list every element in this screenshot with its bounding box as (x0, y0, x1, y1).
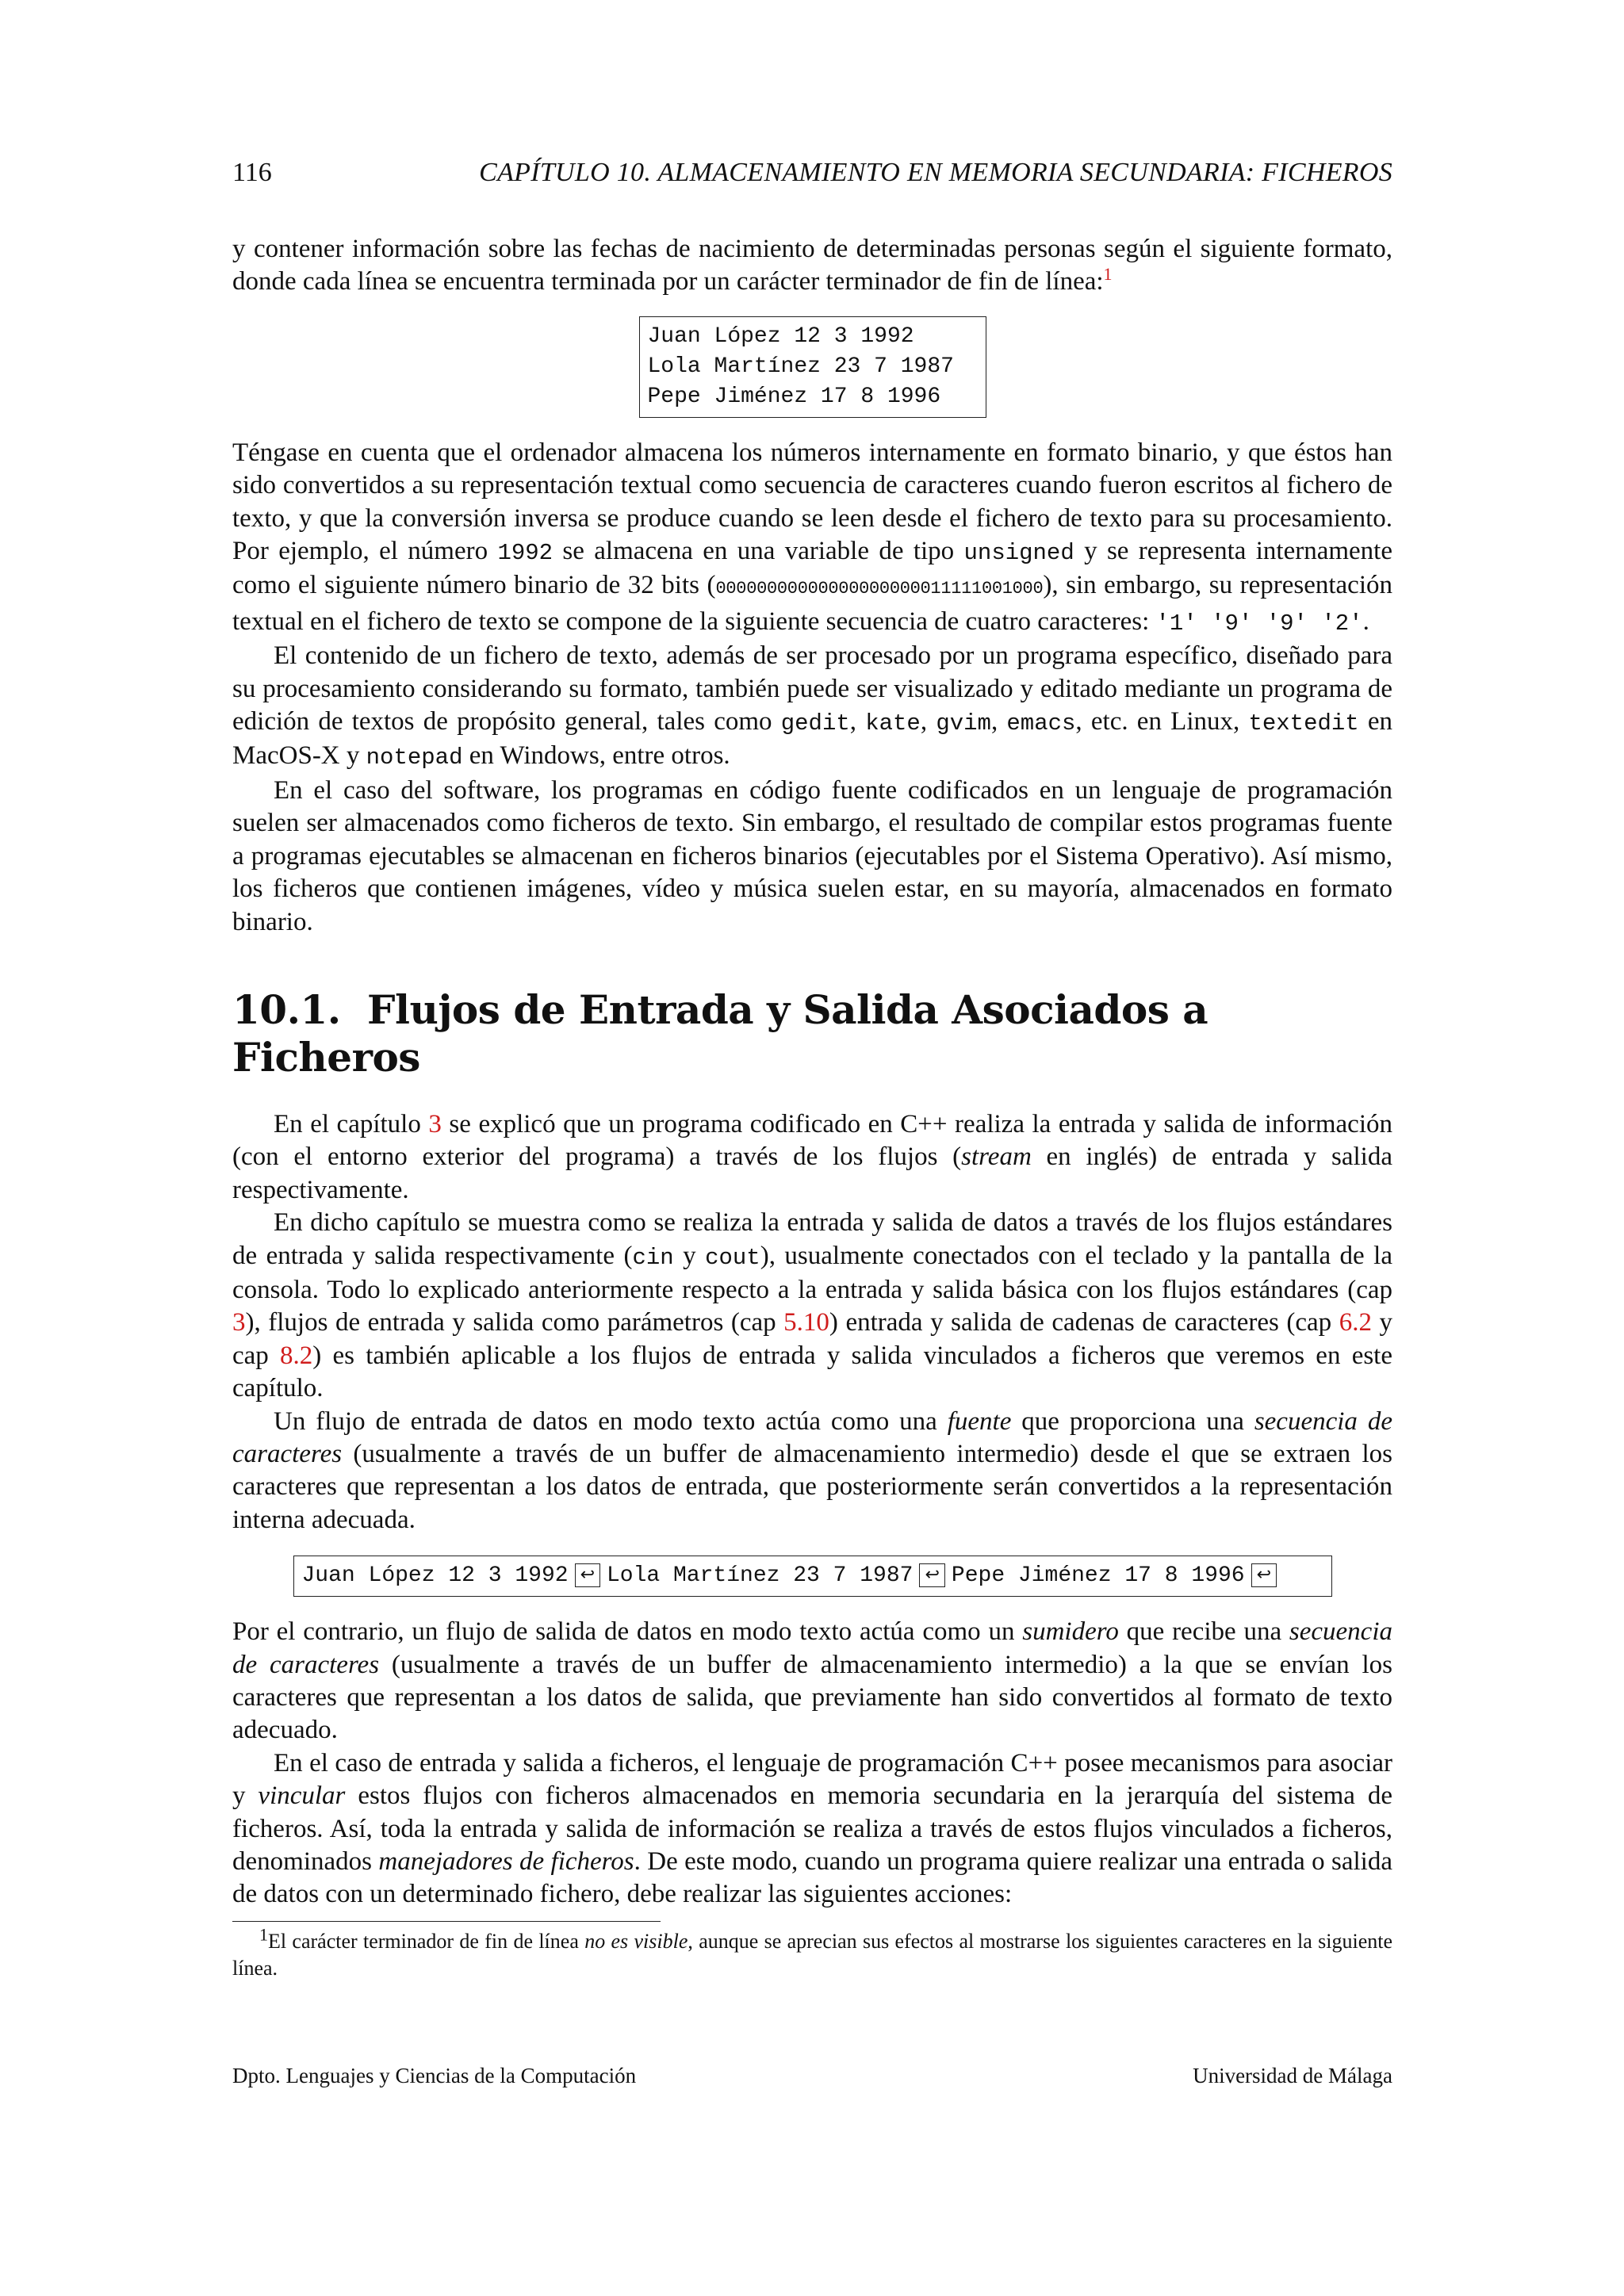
software-paragraph: En el caso del software, los programas en código fuente codificados en un lenguaje de programación suelen ser almacenados como ficheros de texto. Sin embargo, el resultado de compilar estos programas fuente a programas ejecutables se almacenan en ficheros binarios (ejecutables por el Sistema Operativo). Así mismo, los ficheros que contienen imágenes, vídeo y música suelen estar, en su mayoría, almacenados en formato binario. (232, 775, 1392, 936)
return-icon: ↩ (575, 1563, 600, 1587)
streams-intro-paragraph: En el capítulo 3 se explicó que un programa codificado en C++ realiza la entrada y salida de información (con el entorno exterior del programa) a través de los flujos (stream en inglés) de entrada y salida respectivamente. (232, 1109, 1392, 1204)
footnote-divider (232, 1921, 661, 1922)
footnote-ref-link[interactable]: 1 (1103, 264, 1113, 285)
section-ref-link[interactable]: 5.10 (783, 1308, 829, 1337)
footnote-mark: 1 (259, 1924, 268, 1945)
editors-paragraph: El contenido de un fichero de texto, además de ser procesado por un programa específico, diseñado para su procesamiento considerando su formato, también puede ser visualizado y editado mediante un programa de edición de textos de propósito general, tales como gedit, kate, gvim, emacs, etc. en Linux, textedit en MacOS-X y notepad en Windows, entre otros. (232, 641, 1393, 771)
output-stream-paragraph: Por el contrario, un flujo de salida de datos en modo texto actúa como un sumidero que recibe una secuencia de caracteres (usualmente a través de un buffer de almacenamiento intermedio) a la que se envían los caracteres que representan a los datos de salida, que previamente han sido convertidos al formato de texto adecuado. (232, 1617, 1392, 1745)
inline-code: kate (865, 710, 921, 737)
inline-code: gedit (780, 710, 850, 737)
standard-streams-paragraph: En dicho capítulo se muestra como se realiza la entrada y salida de datos a través de los flujos estándares de entrada y salida respectivamente (cin y cout), usualmente conectados con el teclado y la pantalla de la consola. Todo lo explicado anteriormente respecto a la entrada y salida básica con los flujos estándares (cap 3), flujos de entrada y salida como parámetros (cap 5.10) entrada y salida de cadenas de caracteres (cap 6.2 y cap 8.2) es también aplicable a los flujos de entrada y salida vinculados a ficheros que veremos en este capítulo. (232, 1208, 1392, 1403)
intro-paragraph: y contener información sobre las fechas de nacimiento de determinadas personas según el siguiente formato, donde cada línea se encuentra terminada por un carácter terminador de fin de línea:$^1$ (232, 235, 1392, 297)
section-heading (232, 986, 1392, 1081)
return-icon: ↩ (1251, 1563, 1277, 1587)
binary-number: 00000000000000000000011111001000 (715, 579, 1044, 599)
section-ref-link[interactable]: 8.2 (280, 1341, 313, 1370)
input-stream-paragraph: Un flujo de entrada de datos en modo texto actúa como una fuente que proporciona una secuencia de caracteres (usualmente a través de un buffer de almacenamiento intermedio) desde el que se extraen los caracteres que representan a los datos de entrada, que posteriormente serán convertidos a la representación interna adecuada. (232, 1406, 1392, 1534)
inline-code: emacs (1006, 710, 1076, 737)
section-ref-link[interactable]: 6.2 (1339, 1308, 1372, 1337)
footer-department: Dpto. Lenguajes y Ciencias de la Computación (232, 2064, 637, 2087)
footnote: $^1$El carácter terminador de fin de línea no es visible, aunque se aprecian sus efectos al mostrarse los siguientes caracteres en la siguiente línea. (232, 1924, 1392, 1980)
character-stream-box: Juan López 12 3 1992 ↩ Lola Martínez 23 7 1987 ↩ Pepe Jiménez 17 8 1996 ↩ (293, 1556, 1332, 1597)
inline-code: unsigned (963, 540, 1074, 567)
code-line: Juan López 12 3 1992 (647, 323, 914, 349)
inline-code: textedit (1248, 710, 1359, 737)
file-handles-paragraph: En el caso de entrada y salida a ficheros, el lenguaje de programación C++ posee mecanismos para asociar y vincular estos flujos con ficheros almacenados en memoria secundaria en la jerarquía del sistema de ficheros. Así, toda la entrada y salida de información se realiza a través de estos flujos vinculados a ficheros, denominados manejadores de ficheros. De este modo, cuando un programa quiere realizar una entrada o salida de datos con un determinado fichero, debe realizar las siguientes acciones: (232, 1748, 1392, 1909)
code-line: Lola Martínez 23 7 1987 (647, 354, 954, 379)
file-contents-box (639, 316, 986, 418)
inline-code: '1' '9' '9' '2' (1155, 610, 1363, 637)
page-number: 116 (232, 158, 272, 187)
inline-code: cin (632, 1244, 674, 1271)
inline-code: notepad (366, 744, 463, 771)
section-title: Flujos de Entrada y Salida Asociados a Ficheros (232, 985, 1208, 1081)
footer-university: Universidad de Málaga (1193, 2064, 1392, 2087)
binary-representation-paragraph: Téngase en cuenta que el ordenador almacena los números internamente en formato binario, y que éstos han sido convertidos a su representación textual como secuencia de caracteres cuando fueron escritos al fichero de texto, y que la conversión inversa se produce cuando se leen desde el fichero de texto para su procesamiento. Por ejemplo, el número 1992 se almacena en una variable de tipo unsigned y se representa internamente como el siguiente número binario de 32 bits (00000000000000000000011111001000), sin embargo, su representación textual en el fichero de texto se compone de la siguiente secuencia de cuatro caracteres: '1' '9' '9' '2'. (232, 438, 1393, 637)
inline-code: cout (705, 1244, 760, 1271)
chapter-ref-link[interactable]: 3 (428, 1109, 442, 1138)
inline-code: 1992 (497, 540, 553, 567)
running-title: CAPÍTULO 10. ALMACENAMIENTO EN MEMORIA SECUNDARIA: FICHEROS (479, 158, 1392, 187)
code-line: Pepe Jiménez 17 8 1996 (647, 384, 941, 409)
section-number: 10.1. (232, 985, 341, 1033)
chapter-ref-link[interactable]: 3 (232, 1308, 246, 1337)
page-body (232, 233, 1392, 1982)
return-icon: ↩ (919, 1563, 944, 1587)
inline-code: gvim (936, 710, 991, 737)
